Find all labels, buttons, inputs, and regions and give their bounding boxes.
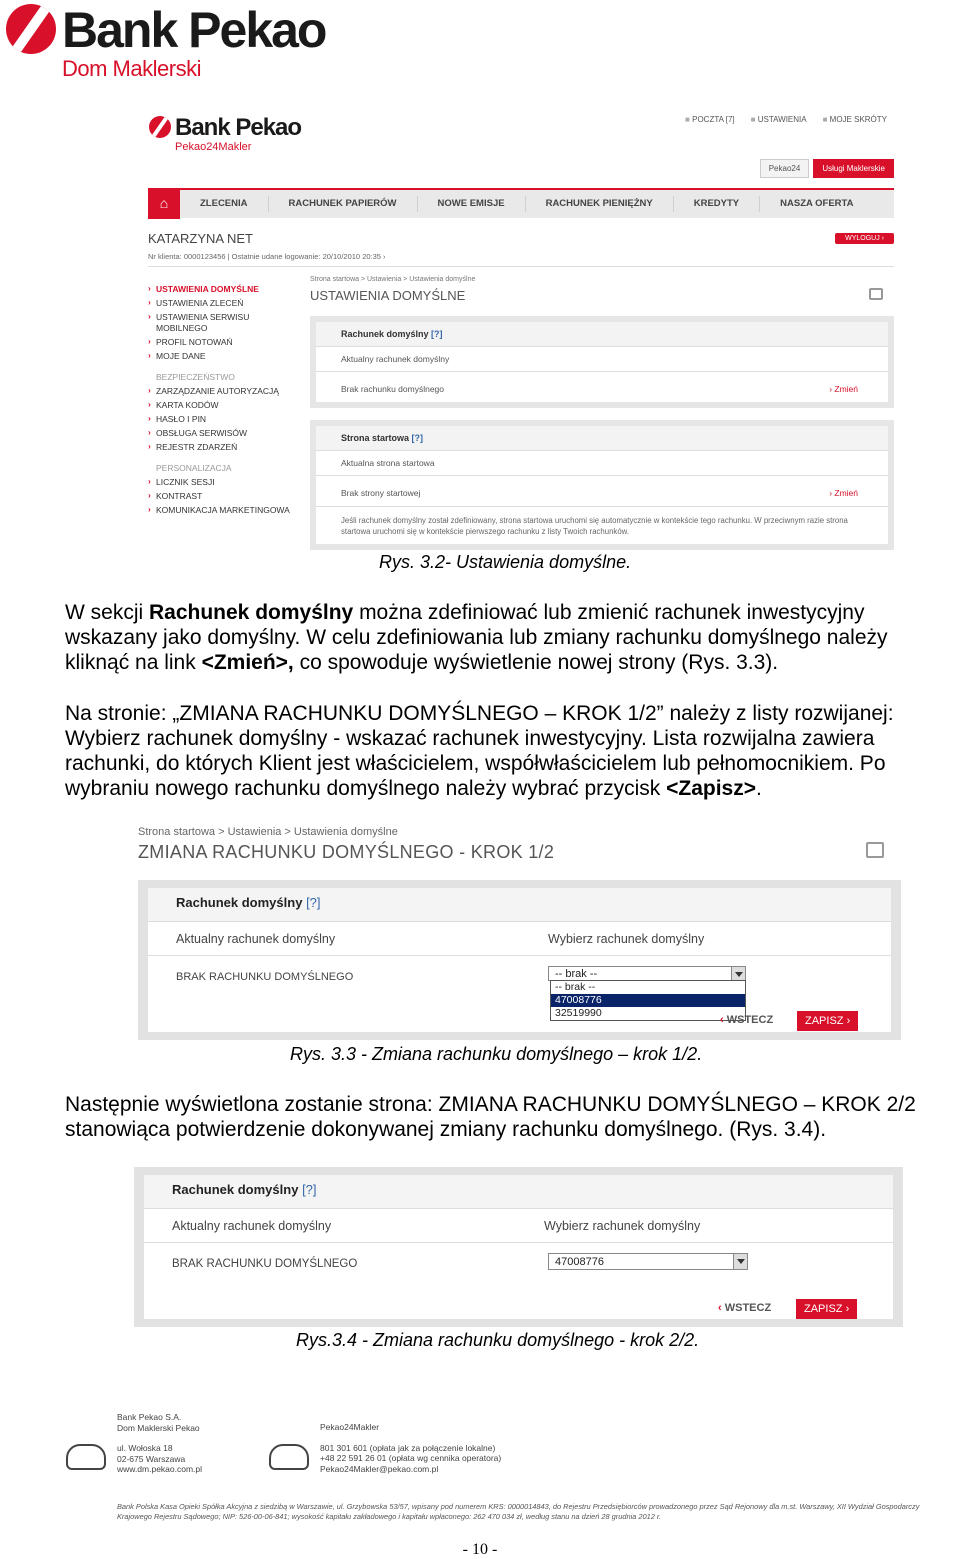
caption-fig-3-3: Rys. 3.3 - Zmiana rachunku domyślnego – krok 1/2. [290, 1044, 703, 1064]
nav-cash-account[interactable]: RACHUNEK PIENIĘŻNY [526, 196, 674, 212]
sidebar-item-default-settings[interactable]: › USTAWIENIA DOMYŚLNE [148, 284, 298, 295]
panel-note: Jeśli rachunek domyślny został zdefiniowany, strona startowa uruchomi się automatycznie w kontekście tego rachunku. W przeciwnym razie strona startowa uruchomi się w kontekście pierwszego rachunku z listy Twoich rachunków. [341, 516, 848, 536]
help-link[interactable]: [?] [302, 1182, 317, 1197]
sidebar-item-code-card[interactable]: › KARTA KODÓW [148, 400, 298, 411]
divider [148, 266, 894, 267]
sidebar-group-security: BEZPIECZEŃSTWO [156, 372, 235, 382]
logout-button[interactable]: WYLOGUJ › [835, 233, 894, 244]
save-button[interactable]: ZAPISZ › [796, 1299, 857, 1319]
breadcrumb-step1: Strona startowa > Ustawienia > Ustawienia domyślne [138, 826, 398, 838]
option-32519990[interactable]: 32519990 [555, 1007, 602, 1019]
printer-icon[interactable] [866, 842, 884, 858]
account-select[interactable]: 47008776 [548, 1253, 748, 1270]
help-link[interactable]: [?] [431, 329, 443, 339]
sidebar-item-event-log[interactable]: › REJESTR ZDARZEŃ [148, 442, 298, 453]
back-button[interactable]: ‹ WSTECZ [720, 1014, 773, 1026]
option-none[interactable]: -- brak -- [555, 981, 596, 993]
home-icon[interactable]: ⌂ [148, 189, 180, 219]
col-current: Aktualny rachunek domyślny [176, 932, 336, 946]
help-link[interactable]: [?] [411, 433, 424, 443]
current-account-value: BRAK RACHUNKU DOMYŚLNEGO [176, 971, 354, 983]
back-button[interactable]: ‹ WSTECZ [718, 1302, 771, 1314]
footer-right: Pekao24Makler 801 301 601 (opłata jak za połączenie lokalne) +48 22 591 26 01 (opłata wg cennika operatora) Pekao24Makler@pekao.com.pl [320, 1422, 502, 1474]
start-page-value: Brak strony startowej [341, 488, 421, 498]
nav-new-issues[interactable]: NOWE EMISJE [418, 196, 526, 212]
screenshot-default-settings [145, 108, 897, 550]
bison-logo-icon [269, 1444, 309, 1470]
paragraph-3: Następnie wyświetlona zostanie strona: ZMIANA RACHUNKU DOMYŚLNEGO – KROK 2/2 stanowiąca potwierdzenie dokonywanej zmiany rachunku domyślnego. (Rys. 3.4). [65, 1093, 916, 1141]
sidebar-item-marketing[interactable]: › KOMUNIKACJA MARKETINGOWA [148, 505, 298, 516]
col-choose: Wybierz rachunek domyślny [548, 932, 705, 946]
user-name: KATARZYNA NET [148, 231, 253, 246]
chevron-down-icon[interactable] [731, 967, 745, 980]
footer-left: Bank Pekao S.A. Dom Maklerski Pekao ul. Wołoska 18 02-675 Warszawa www.dm.pekao.com.pl [117, 1412, 203, 1474]
sidebar-group-personalization: PERSONALIZACJA [156, 463, 232, 473]
paragraph-1: W sekcji Rachunek domyślny można zdefiniować lub zmienić rachunek inwestycyjny wskazany jako domyślny. W celu zdefiniowania lub zmiany rachunku domyślnego należy kliknąć na link <Zmień>, co spowoduje wyświetlenie nowej strony (Rys. 3.3). [65, 601, 888, 674]
sidebar-item-authorization[interactable]: › ZARZĄDZANIE AUTORYZACJĄ [148, 386, 298, 397]
option-47008776[interactable]: 47008776 [551, 994, 745, 1007]
sidebar-item-contrast[interactable]: › KONTRAST [148, 491, 298, 502]
sidebar [148, 284, 298, 519]
main-nav [148, 188, 894, 218]
panel-subheader: Aktualny rachunek domyślny [316, 347, 888, 372]
step2-header: Rachunek domyślny [?] [144, 1175, 893, 1209]
nav-credits[interactable]: KREDYTY [674, 196, 760, 212]
step1-panel [138, 880, 901, 1040]
col-choose: Wybierz rachunek domyślny [544, 1219, 701, 1233]
paragraph-2: Na stronie: „ZMIANA RACHUNKU DOMYŚLNEGO – KROK 1/2” należy z listy rozwijanej: Wybierz rachunek domyślny - wskazać rachunek inwestycyjny. Lista rozwijalna zawiera rachunki, do których Klient jest właścicielem, współwłaścicielem lub pełnomocnikiem. Po wybraniu nowego rachunku domyślnego należy wybrać przycisk <Zapisz>. [65, 702, 894, 800]
panel-value-row [316, 476, 888, 507]
change-link[interactable]: › Zmień [829, 488, 858, 498]
mini-brand-sub: Pekao24Makler [175, 141, 252, 153]
change-link[interactable]: › Zmień [829, 384, 858, 394]
bison-logo-icon [66, 1444, 106, 1470]
tab-brokerage[interactable]: Usługi Maklerskie [813, 159, 894, 178]
nav-securities-account[interactable]: RACHUNEK PAPIERÓW [269, 196, 418, 212]
sidebar-item-order-settings[interactable]: › USTAWIENIA ZLECEŃ [148, 298, 298, 309]
caption-fig-3-2: Rys. 3.2- Ustawienia domyślne. [379, 552, 632, 572]
mail-link[interactable]: ■ POCZTA [7] [685, 115, 735, 124]
settings-link[interactable]: ■ USTAWIENIA [751, 115, 807, 124]
step1-header: Rachunek domyślny [?] [148, 888, 891, 922]
step2-value-row [144, 1243, 893, 1283]
printer-icon[interactable] [869, 288, 883, 300]
shortcuts-link[interactable]: ■ MOJE SKRÓTY [823, 115, 887, 124]
sidebar-item-my-data[interactable]: › MOJE DANE [148, 351, 298, 362]
legal-notice: Bank Polska Kasa Opieki Spółka Akcyjna z siedzibą w Warszawie, ul. Grzybowska 53/57, wpisany pod numerem KRS: 0000014843, do Rejestru Przedsiębiorców prowadzonego przez Sąd Rejonowy dla m.st. Warszawy, XII Wydział Gospodarczy Krajowego Rejestru Sądowego; NIP: 526-00-06-841; wysokość kapitału zakładowego i kapitału wpłaconego: 262 470 034 zł, według stanu na dzień 28 grudnia 2012 r. [117, 1502, 920, 1521]
panel-default-account [310, 316, 894, 408]
nav-orders[interactable]: ZLECENIA [180, 196, 269, 212]
account-select[interactable]: -- brak -- [548, 966, 746, 981]
service-tabs [760, 159, 894, 178]
panel-value-row [316, 372, 888, 402]
panel-start-page [310, 420, 894, 550]
brand-subtitle: Dom Maklerski [62, 56, 201, 81]
mini-brand: Bank Pekao [175, 114, 302, 141]
nav-offer[interactable]: NASZA OFERTA [780, 198, 854, 209]
step1-value-row [148, 956, 891, 996]
caption-fig-3-4: Rys.3.4 - Zmiana rachunku domyślnego - krok 2/2. [296, 1330, 700, 1350]
sidebar-item-services[interactable]: › OBSŁUGA SERWISÓW [148, 428, 298, 439]
step1-columns [148, 922, 891, 956]
account-value: Brak rachunku domyślnego [341, 384, 445, 394]
mini-logo-icon [149, 116, 171, 138]
sidebar-item-password-pin[interactable]: › HASŁO I PIN [148, 414, 298, 425]
save-button[interactable]: ZAPISZ › [797, 1011, 858, 1031]
page-title: USTAWIENIA DOMYŚLNE [310, 288, 466, 303]
page-title-step1: ZMIANA RACHUNKU DOMYŚLNEGO - KROK 1/2 [138, 842, 555, 862]
panel-header: Strona startowa [?] [316, 426, 888, 451]
sidebar-item-session-counter[interactable]: › LICZNIK SESJI [148, 477, 298, 488]
account-dropdown-list [550, 980, 746, 1021]
chevron-down-icon[interactable] [733, 1254, 747, 1269]
bank-pekao-logo-icon [6, 4, 56, 54]
sidebar-item-mobile-settings[interactable]: › USTAWIENIA SERWISU MOBILNEGO [148, 312, 298, 334]
panel-header: Rachunek domyślny [?] [316, 322, 888, 347]
step2-columns [144, 1209, 893, 1243]
current-account-value: BRAK RACHUNKU DOMYŚLNEGO [172, 1258, 358, 1270]
col-current: Aktualny rachunek domyślny [172, 1219, 332, 1233]
help-link[interactable]: [?] [306, 895, 321, 910]
page-number: - 10 - [462, 1541, 498, 1558]
tab-pekao24[interactable]: Pekao24 [760, 159, 810, 178]
panel-subheader: Aktualna strona startowa [316, 451, 888, 476]
breadcrumb: Strona startowa > Ustawienia > Ustawienia domyślne [310, 276, 476, 283]
top-links [685, 115, 887, 124]
step2-panel [134, 1167, 903, 1327]
brand-title: Bank Pekao [62, 2, 326, 58]
sidebar-item-quote-profile[interactable]: › PROFIL NOTOWAŃ [148, 337, 298, 348]
account-line: Nr klienta: 0000123456 | Ostatnie udane logowanie: 20/10/2010 20:35 › [148, 252, 386, 261]
